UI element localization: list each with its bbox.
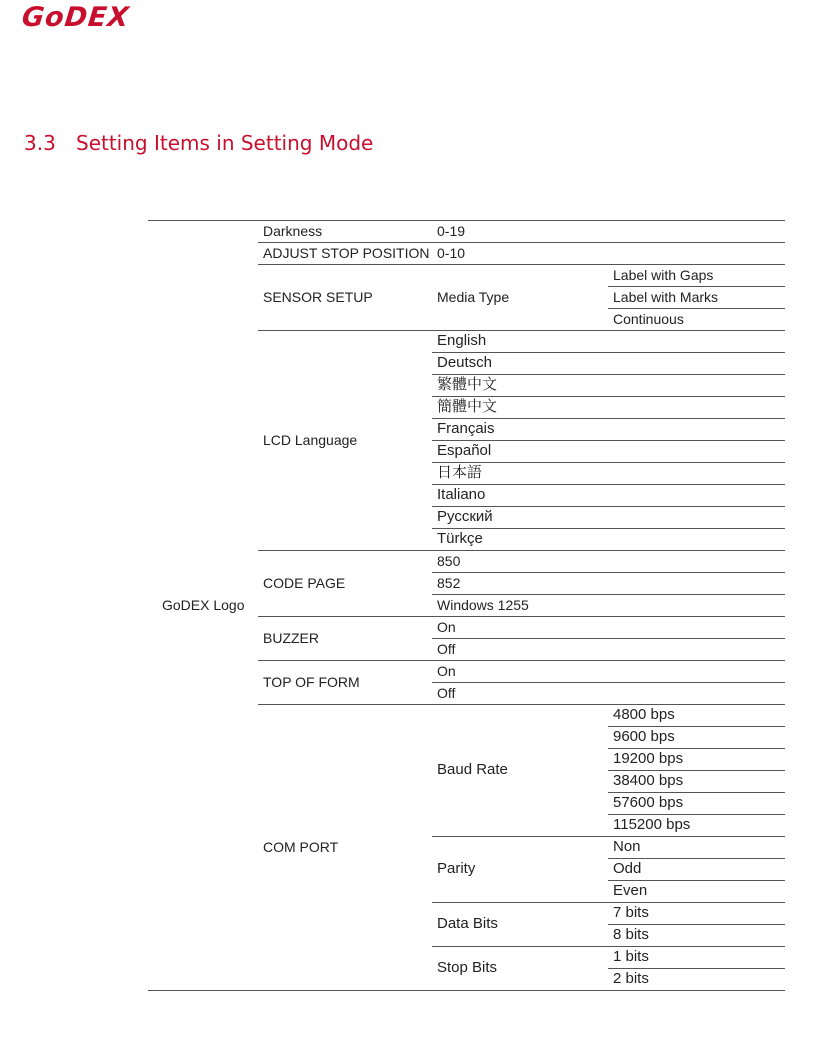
option-value: On [437,619,456,635]
table-divider [432,528,785,529]
table-divider [608,814,785,815]
setting-label: CODE PAGE [263,575,346,591]
option-value: 115200 bps [613,816,691,833]
option-value: 8 bits [613,926,649,943]
setting-label: SENSOR SETUP [263,289,373,305]
option-value: 850 [437,553,461,569]
sub-setting-label: Baud Rate [437,761,508,778]
option-value: Русский [437,508,493,525]
option-value: Even [613,882,648,899]
godex-logo: GoDEX [20,2,132,33]
option-value: 9600 bps [613,728,675,745]
table-divider [608,792,785,793]
option-value: 57600 bps [613,794,684,811]
option-value: Non [613,838,641,855]
option-value: Off [437,641,456,657]
table-divider [608,770,785,771]
table-divider [432,594,785,595]
table-divider [608,880,785,881]
option-value: 7 bits [613,904,649,921]
table-divider [432,484,785,485]
setting-label: TOP OF FORM [263,674,360,690]
table-divider [608,858,785,859]
table-divider [608,286,785,287]
table-divider [432,836,785,837]
table-divider [148,990,785,991]
table-divider [258,550,785,551]
table-divider [258,704,785,705]
setting-label: COM PORT [263,839,339,855]
setting-label: ADJUST STOP POSITION [263,245,430,261]
table-divider [432,506,785,507]
setting-value: 0-19 [437,223,466,239]
option-value: Continuous [613,311,684,327]
sub-setting-label: Stop Bits [437,959,498,976]
table-divider [608,748,785,749]
table-divider [432,440,785,441]
option-value: 19200 bps [613,750,684,767]
table-divider [432,572,785,573]
table-divider [432,374,785,375]
option-value: Italiano [437,486,486,503]
section-heading [24,131,373,155]
table-divider [608,924,785,925]
table-divider [258,330,785,331]
option-value: Türkçe [437,530,483,547]
section-number: 3.3 [24,131,56,155]
option-value: 繁體中文 [437,376,498,393]
table-divider [258,264,785,265]
option-value: Label with Marks [613,289,719,305]
option-value: Español [437,442,492,459]
setting-label: BUZZER [263,630,319,646]
table-divider [608,726,785,727]
table-divider [432,682,785,683]
option-value: English [437,332,487,349]
option-value: On [437,663,456,679]
table-divider [258,660,785,661]
setting-value: 0-10 [437,245,466,261]
option-value: 4800 bps [613,706,675,723]
table-divider [432,902,785,903]
table-divider [432,638,785,639]
option-value: Français [437,420,495,437]
option-value: 1 bits [613,948,649,965]
table-divider [608,308,785,309]
option-value: 日本語 [437,464,483,481]
option-value: Off [437,685,456,701]
option-value: 38400 bps [613,772,684,789]
table-divider [148,220,785,221]
table-divider [258,242,785,243]
option-value: Windows 1255 [437,597,529,613]
option-value: Deutsch [437,354,493,371]
table-divider [258,616,785,617]
option-value: 簡體中文 [437,398,498,415]
sub-setting-label: Parity [437,860,476,877]
option-value: 852 [437,575,461,591]
table-divider [432,462,785,463]
option-value: 2 bits [613,970,649,987]
root-setting-label: GoDEX Logo [162,597,245,613]
table-divider [432,946,785,947]
setting-label: LCD Language [263,432,358,448]
section-title: Setting Items in Setting Mode [76,131,374,155]
table-divider [432,418,785,419]
table-divider [432,396,785,397]
sub-setting-label: Data Bits [437,915,498,932]
table-divider [432,352,785,353]
option-value: Odd [613,860,642,877]
table-divider [608,968,785,969]
option-value: Label with Gaps [613,267,714,283]
setting-label: Darkness [263,223,323,239]
sub-setting-label: Media Type [437,289,510,305]
